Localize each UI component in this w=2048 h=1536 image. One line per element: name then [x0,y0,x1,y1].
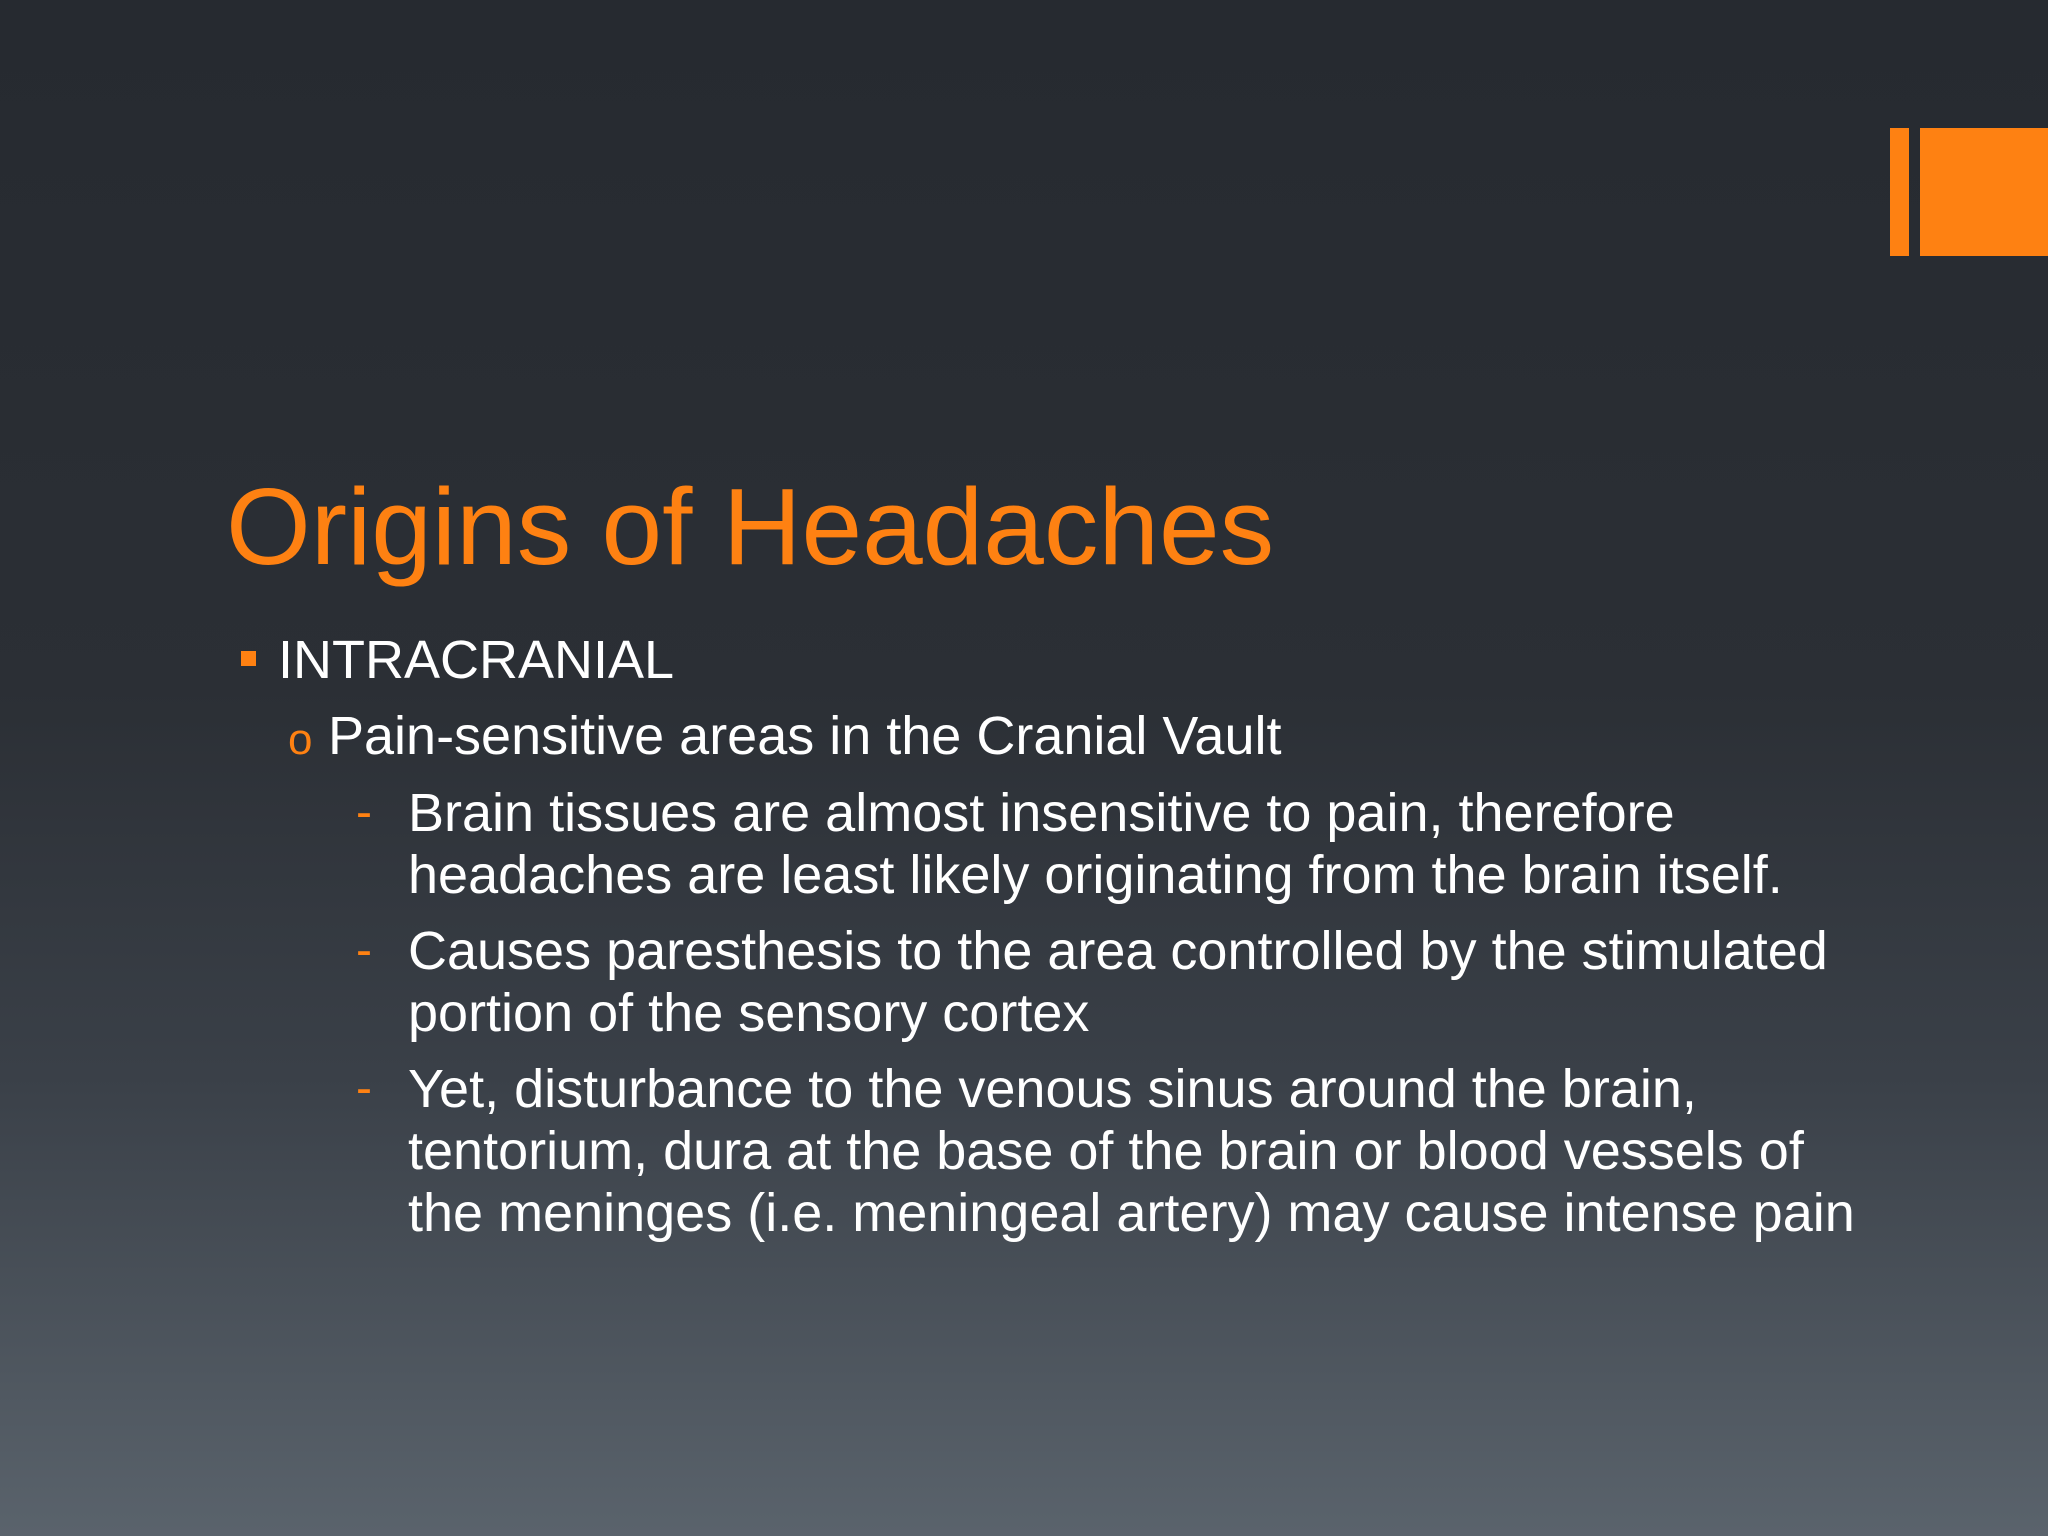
bullet-level2 [236,704,1856,768]
bullet-level1-text: INTRACRANIAL [278,630,675,690]
bullet-level2-text: Pain-sensitive areas in the Cranial Vault [328,706,1282,766]
square-bullet-icon [241,651,256,666]
bullet-level3-text: Brain tissues are almost insensitive to pain, therefore headaches are least likely originating from the brain itself. [408,783,1783,905]
slide-title: Origins of Headaches [226,466,1275,588]
dash-bullet-icon: - [356,924,372,977]
bullet-level3-text: Yet, disturbance to the venous sinus around the brain, tentorium, dura at the base of the brain or blood vessels of the meninges (i.e. meningeal artery) may cause intense pain [408,1059,1855,1243]
bullet-level3-text: Causes paresthesis to the area controlled by the stimulated portion of the sensory cortex [408,921,1828,1043]
bullet-level1 [236,628,1856,692]
slide-body [236,628,1856,1258]
circle-bullet-icon: o [288,715,313,764]
bullet-level3 [236,782,1856,906]
accent-block [1920,128,2048,256]
bullet-level3 [236,1058,1856,1244]
dash-bullet-icon: - [356,786,372,839]
accent-bar-thin [1890,128,1909,256]
dash-bullet-icon: - [356,1062,372,1115]
bullet-level3 [236,920,1856,1044]
